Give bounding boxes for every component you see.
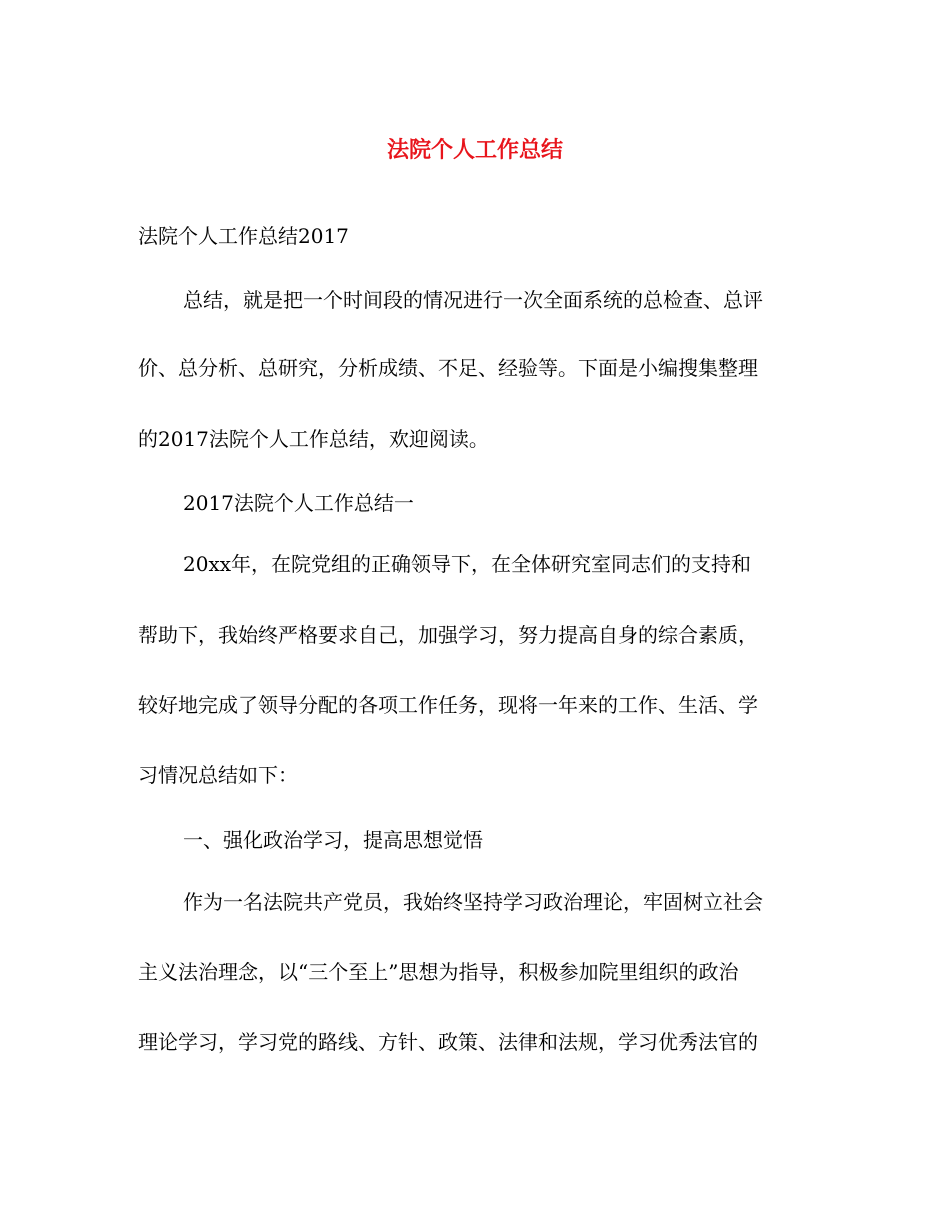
document-title: 法院个人工作总结 <box>386 137 563 163</box>
paragraph-line-1: 总结，就是把一个时间段的情况进行一次全面系统的总检查、总评 <box>183 288 763 312</box>
document-subtitle: 法院个人工作总结2017 <box>138 224 349 248</box>
paragraph-line-8: 作为一名法院共产党员，我始终坚持学习政治理论，牢固树立社会 <box>183 890 763 914</box>
paragraph-line-3: 的2017法院个人工作总结，欢迎阅读。 <box>138 427 489 451</box>
paragraph-line-2: 价、总分析、总研究，分析成绩、不足、经验等。下面是小编搜集整理 <box>138 356 758 380</box>
section-heading-1: 2017法院个人工作总结一 <box>183 491 414 515</box>
paragraph-line-6: 较好地完成了领导分配的各项工作任务，现将一年来的工作、生活、学 <box>138 693 758 717</box>
paragraph-line-10: 理论学习，学习党的路线、方针、政策、法律和法规，学习优秀法官的 <box>138 1030 758 1054</box>
paragraph-line-5: 帮助下，我始终严格要求自己，加强学习，努力提高自身的综合素质， <box>138 623 758 647</box>
paragraph-line-7: 习情况总结如下： <box>138 763 298 787</box>
paragraph-line-9: 主义法治理念，以“三个至上”思想为指导，积极参加院里组织的政治 <box>138 960 739 984</box>
section-heading-2: 一、强化政治学习，提高思想觉悟 <box>183 828 483 852</box>
paragraph-line-4: 20xx年，在院党组的正确领导下，在全体研究室同志们的支持和 <box>183 552 752 576</box>
